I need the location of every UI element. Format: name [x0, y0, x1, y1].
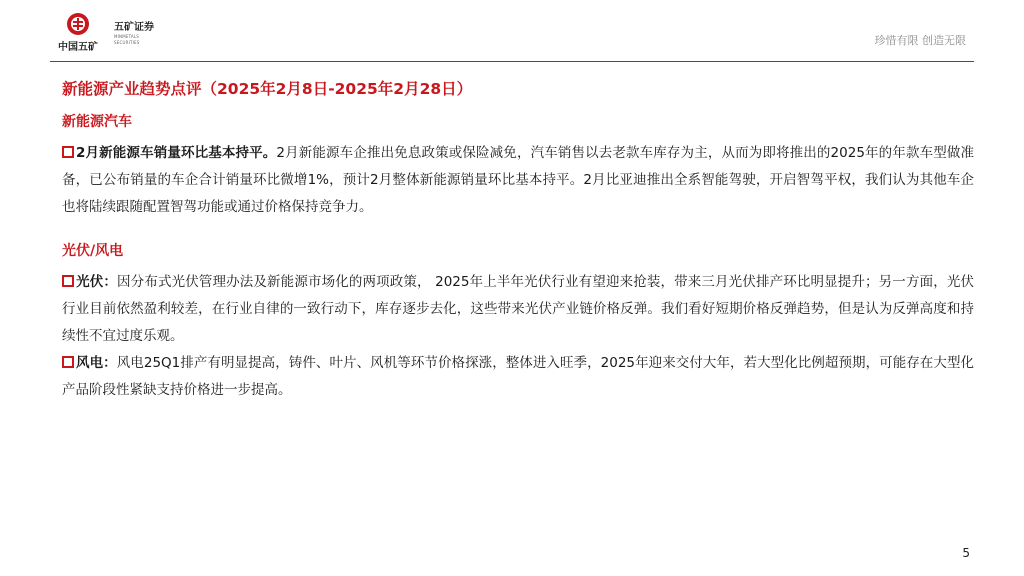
minmetals-securities-logo [114, 22, 164, 46]
square-bullet-icon [62, 356, 74, 368]
slogan: 珍惜有限 创造无限 [874, 34, 966, 47]
slide-header [0, 0, 1024, 62]
china-minmetals-logo [52, 12, 104, 56]
logo2-en-text: MINMETALS SECURITIES [114, 34, 140, 45]
logo1-text: 中国五矿 [58, 42, 98, 53]
paragraph-pv [62, 269, 974, 350]
slide-content [62, 78, 974, 404]
paragraph-text: 因分布式光伏管理办法及新能源市场化的两项政策， 2025年上半年光伏行业有望迎来抢装，带来三月光伏排产环比明显提升；另一方面，光伏行业目前依然盈利较差，在行业自律的一致行动下，库存逐步去化，这些带来光伏产业链价格反弹。我们看好短期价格反弹趋势，但是认为反弹高度和持续性不宜过度乐观。 [62, 274, 974, 344]
square-bullet-icon [62, 146, 74, 158]
paragraph-nev [62, 140, 974, 221]
paragraph-text: 风电25Q1排产有明显提高，铸件、叶片、风机等环节价格探涨，整体进入旺季，2025年迎来交付大年，若大型化比例超预期，可能存在大型化产品阶段性紧缺支持价格进一步提高。 [62, 355, 975, 398]
paragraph-lead: 风电： [76, 355, 117, 371]
square-bullet-icon [62, 275, 74, 287]
paragraph-lead: 光伏： [76, 274, 118, 290]
section-heading-nev: 新能源汽车 [62, 114, 132, 130]
paragraph-text: 2月新能源车企推出免息政策或保险减免，汽车销售以去老款车库存为主，从而为即将推出的2025年的年款车型做准备，已公布销量的车企合计销量环比微增1%，预计2月整体新能源销量环比基本持平。2月比亚迪推出全系智能驾驶，开启智驾平权，我们认为其他车企也将陆续跟随配置智驾功能或通过价格保持竞争力。 [62, 145, 974, 215]
paragraph-wind [62, 350, 974, 404]
page-number: 5 [962, 546, 970, 560]
paragraph-lead: 2月新能源车销量环比基本持平。 [76, 145, 277, 161]
header-divider [50, 61, 974, 62]
slide-title: 新能源产业趋势点评（2025年2月8日-2025年2月28日） [62, 80, 473, 98]
logo2-cn-text: 五矿证券 [114, 22, 154, 33]
section-heading-pv-wind: 光伏/风电 [62, 243, 124, 259]
minmetals-emblem-icon [66, 12, 90, 36]
